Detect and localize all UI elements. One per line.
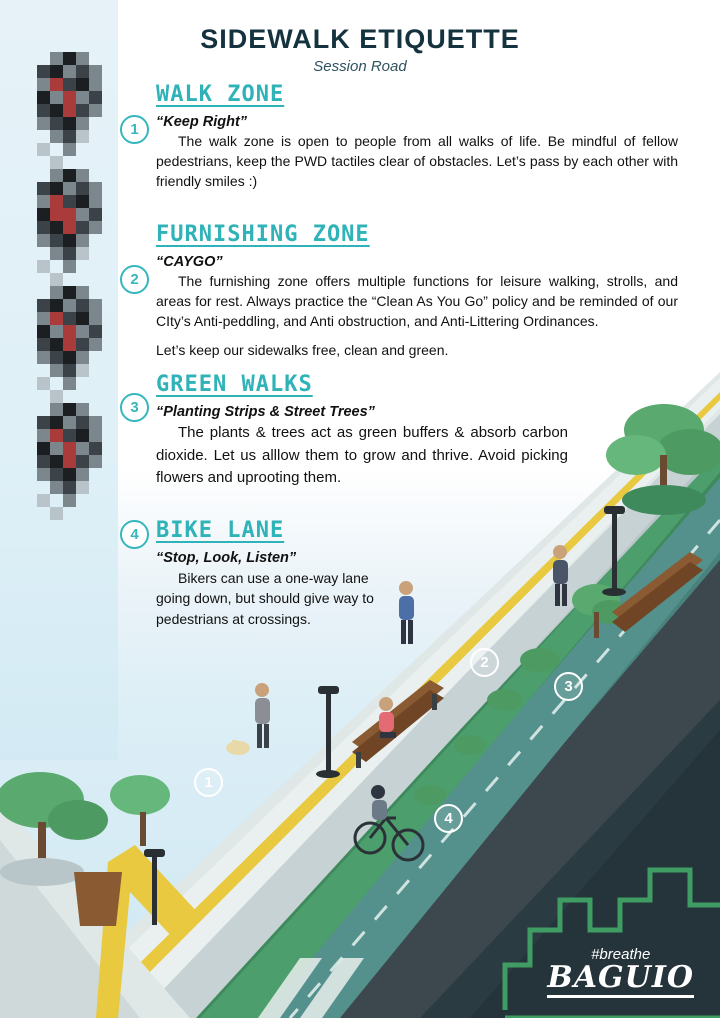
pixel-cell — [50, 143, 63, 156]
section-walk-zone — [156, 82, 678, 192]
pixel-cell — [89, 351, 102, 364]
section-badge-1: 1 — [120, 115, 149, 144]
pixel-cell — [76, 195, 89, 208]
pixel-row — [24, 299, 102, 312]
pixel-cell — [76, 442, 89, 455]
section-furnishing-zone — [156, 222, 678, 361]
pixel-cell — [50, 195, 63, 208]
pixel-cell — [76, 468, 89, 481]
pixel-cell — [63, 429, 76, 442]
pixel-row — [24, 156, 102, 169]
pixel-cell — [50, 182, 63, 195]
logo-wordmark: BAGUIO — [547, 960, 694, 995]
pixel-row — [24, 169, 102, 182]
pixel-cell — [50, 455, 63, 468]
pixel-cell — [24, 208, 37, 221]
pixel-cell — [76, 91, 89, 104]
pixel-row — [24, 442, 102, 455]
pixel-cell — [76, 182, 89, 195]
pixel-cell — [37, 325, 50, 338]
pixel-row — [24, 260, 102, 273]
pixel-cell — [50, 286, 63, 299]
pixel-row — [24, 494, 102, 507]
pixel-cell — [37, 364, 50, 377]
map-marker-2: 2 — [470, 648, 499, 677]
pixel-row — [24, 117, 102, 130]
pixel-row — [24, 78, 102, 91]
pixel-cell — [37, 234, 50, 247]
pixel-cell — [37, 273, 50, 286]
pixel-cell — [76, 169, 89, 182]
pixel-cell — [89, 221, 102, 234]
pixel-cell — [89, 507, 102, 520]
pixel-cell — [24, 91, 37, 104]
page-subtitle: Session Road — [313, 58, 407, 75]
section-quote-3: “Planting Strips & Street Trees” — [156, 404, 375, 420]
pixel-cell — [24, 286, 37, 299]
pixel-cell — [24, 325, 37, 338]
pixel-cell — [63, 117, 76, 130]
pixel-row — [24, 338, 102, 351]
pixel-cell — [37, 494, 50, 507]
pixel-cell — [37, 299, 50, 312]
pixel-cell — [50, 481, 63, 494]
pixel-row — [24, 195, 102, 208]
pixel-cell — [63, 455, 76, 468]
pixel-cell — [24, 143, 37, 156]
logo-underline — [547, 995, 694, 998]
pixel-cell — [63, 286, 76, 299]
pixel-row — [24, 403, 102, 416]
pixel-cell — [76, 364, 89, 377]
pixel-cell — [89, 377, 102, 390]
pixel-cell — [37, 247, 50, 260]
pixel-row — [24, 182, 102, 195]
pixel-row — [24, 312, 102, 325]
pixel-cell — [76, 325, 89, 338]
pixel-cell — [24, 247, 37, 260]
pixel-row — [24, 143, 102, 156]
pixel-row — [24, 208, 102, 221]
pixel-cell — [37, 481, 50, 494]
pixel-row — [24, 416, 102, 429]
pixel-cell — [24, 377, 37, 390]
map-marker-1: 1 — [194, 768, 223, 797]
pixel-strip — [24, 52, 102, 520]
pixel-cell — [24, 117, 37, 130]
pixel-cell — [37, 169, 50, 182]
pixel-row — [24, 325, 102, 338]
pixel-cell — [37, 221, 50, 234]
pixel-row — [24, 377, 102, 390]
pixel-cell — [89, 455, 102, 468]
pixel-cell — [89, 468, 102, 481]
pixel-row — [24, 468, 102, 481]
pixel-cell — [50, 507, 63, 520]
pixel-cell — [50, 351, 63, 364]
pixel-cell — [37, 130, 50, 143]
pixel-cell — [76, 455, 89, 468]
pixel-cell — [24, 455, 37, 468]
pixel-cell — [63, 481, 76, 494]
pixel-cell — [50, 156, 63, 169]
pixel-row — [24, 234, 102, 247]
pixel-cell — [89, 286, 102, 299]
pixel-cell — [89, 338, 102, 351]
pixel-cell — [76, 130, 89, 143]
section-body-4: Bikers can use a one-way lane going down, but should give way to pedestrians at crossings. — [156, 570, 374, 627]
pixel-cell — [76, 234, 89, 247]
pixel-cell — [89, 429, 102, 442]
pixel-cell — [24, 468, 37, 481]
section-quote-4: “Stop, Look, Listen” — [156, 550, 297, 566]
pixel-cell — [50, 377, 63, 390]
pixel-cell — [76, 481, 89, 494]
pixel-cell — [63, 247, 76, 260]
page-title: SIDEWALK ETIQUETTE — [200, 24, 520, 54]
pixel-cell — [24, 299, 37, 312]
pixel-cell — [76, 260, 89, 273]
pixel-cell — [37, 338, 50, 351]
pixel-cell — [24, 169, 37, 182]
pixel-cell — [63, 104, 76, 117]
pixel-row — [24, 429, 102, 442]
pixel-cell — [89, 91, 102, 104]
pixel-cell — [37, 390, 50, 403]
pixel-cell — [89, 390, 102, 403]
pixel-cell — [63, 338, 76, 351]
pixel-cell — [89, 182, 102, 195]
pixel-cell — [24, 507, 37, 520]
pixel-cell — [24, 481, 37, 494]
pixel-cell — [37, 351, 50, 364]
pixel-cell — [76, 208, 89, 221]
pixel-cell — [24, 442, 37, 455]
pixel-cell — [24, 182, 37, 195]
pixel-cell — [50, 403, 63, 416]
pixel-cell — [63, 143, 76, 156]
pixel-cell — [63, 494, 76, 507]
pixel-row — [24, 455, 102, 468]
pixel-cell — [50, 299, 63, 312]
pixel-cell — [24, 351, 37, 364]
pixel-cell — [76, 286, 89, 299]
section-body2-2: Let’s keep our sidewalks free, clean and green. — [156, 341, 449, 358]
section-heading-3: GREEN WALKS — [156, 372, 313, 397]
pixel-cell — [89, 117, 102, 130]
pixel-cell — [76, 416, 89, 429]
pixel-cell — [76, 273, 89, 286]
pixel-cell — [63, 442, 76, 455]
pixel-cell — [76, 312, 89, 325]
pixel-cell — [63, 390, 76, 403]
pixel-cell — [50, 338, 63, 351]
pixel-cell — [50, 260, 63, 273]
pixel-cell — [89, 143, 102, 156]
pixel-cell — [37, 377, 50, 390]
pixel-cell — [24, 104, 37, 117]
pixel-cell — [89, 364, 102, 377]
pixel-cell — [50, 247, 63, 260]
pixel-cell — [37, 117, 50, 130]
pixel-cell — [37, 507, 50, 520]
pixel-cell — [76, 156, 89, 169]
pixel-cell — [50, 390, 63, 403]
pixel-cell — [37, 429, 50, 442]
pixel-cell — [50, 364, 63, 377]
pixel-cell — [63, 78, 76, 91]
pixel-cell — [89, 78, 102, 91]
pixel-cell — [24, 221, 37, 234]
pixel-cell — [63, 221, 76, 234]
pixel-cell — [89, 260, 102, 273]
pixel-cell — [24, 338, 37, 351]
pixel-cell — [89, 195, 102, 208]
pixel-cell — [63, 468, 76, 481]
pixel-cell — [89, 494, 102, 507]
pixel-cell — [50, 130, 63, 143]
pixel-cell — [89, 312, 102, 325]
pixel-cell — [89, 156, 102, 169]
pixel-cell — [89, 234, 102, 247]
logo-hashtag: #breathe — [591, 946, 651, 963]
pixel-cell — [63, 208, 76, 221]
pixel-cell — [89, 208, 102, 221]
pixel-cell — [63, 91, 76, 104]
pixel-cell — [50, 325, 63, 338]
pixel-cell — [24, 234, 37, 247]
pixel-cell — [24, 195, 37, 208]
pixel-row — [24, 130, 102, 143]
pixel-cell — [50, 208, 63, 221]
pixel-cell — [63, 182, 76, 195]
pixel-cell — [50, 117, 63, 130]
pixel-cell — [76, 377, 89, 390]
pixel-cell — [63, 156, 76, 169]
section-body-3: The plants & trees act as green buffers & absorb carbon dioxide. Let us alllow them to grow and thrive. Avoid picking flowers and uprooting them. — [156, 424, 568, 486]
pixel-cell — [76, 403, 89, 416]
pixel-cell — [89, 403, 102, 416]
pixel-cell — [76, 429, 89, 442]
pixel-cell — [89, 104, 102, 117]
pixel-row — [24, 286, 102, 299]
pixel-cell — [63, 364, 76, 377]
map-marker-4: 4 — [434, 804, 463, 833]
pixel-cell — [37, 104, 50, 117]
map-marker-3: 3 — [554, 672, 583, 701]
pixel-cell — [76, 494, 89, 507]
pixel-cell — [50, 221, 63, 234]
pixel-cell — [37, 182, 50, 195]
pixel-cell — [50, 429, 63, 442]
pixel-cell — [24, 273, 37, 286]
section-heading-2: FURNISHING ZONE — [156, 222, 370, 247]
section-bike-lane — [156, 518, 386, 629]
pixel-cell — [63, 260, 76, 273]
pixel-cell — [24, 156, 37, 169]
pixel-cell — [24, 403, 37, 416]
pixel-row — [24, 91, 102, 104]
pixel-cell — [76, 78, 89, 91]
pixel-cell — [63, 507, 76, 520]
pixel-row — [24, 104, 102, 117]
pixel-row — [24, 390, 102, 403]
pixel-cell — [63, 312, 76, 325]
pixel-cell — [24, 416, 37, 429]
pixel-cell — [76, 247, 89, 260]
pixel-cell — [50, 468, 63, 481]
pixel-cell — [37, 143, 50, 156]
pixel-cell — [37, 286, 50, 299]
pixel-cell — [76, 143, 89, 156]
pixel-cell — [24, 364, 37, 377]
pixel-cell — [37, 208, 50, 221]
pixel-cell — [37, 312, 50, 325]
pixel-cell — [50, 416, 63, 429]
pixel-cell — [50, 91, 63, 104]
pixel-cell — [37, 442, 50, 455]
logo — [547, 946, 694, 998]
pixel-cell — [50, 273, 63, 286]
pixel-cell — [76, 507, 89, 520]
pixel-cell — [37, 403, 50, 416]
pixel-cell — [50, 494, 63, 507]
pixel-cell — [76, 221, 89, 234]
pixel-cell — [50, 234, 63, 247]
pixel-cell — [24, 494, 37, 507]
pixel-cell — [89, 416, 102, 429]
pixel-cell — [89, 325, 102, 338]
pixel-row — [24, 247, 102, 260]
pixel-cell — [24, 312, 37, 325]
pixel-cell — [63, 195, 76, 208]
pixel-cell — [50, 78, 63, 91]
section-body-1: The walk zone is open to people from all walks of life. Be mindful of fellow pedestrians, keep the PWD tactiles clear of obstacles. Let’s pass by each other with friendly smiles :) — [156, 133, 678, 189]
section-badge-3: 3 — [120, 393, 149, 422]
section-badge-4: 4 — [120, 520, 149, 549]
pixel-cell — [63, 377, 76, 390]
section-green-walks — [156, 372, 568, 490]
pixel-cell — [76, 338, 89, 351]
pixel-cell — [63, 403, 76, 416]
section-quote-2: “CAYGO” — [156, 254, 223, 270]
pixel-cell — [50, 442, 63, 455]
pixel-row — [24, 273, 102, 286]
pixel-cell — [24, 429, 37, 442]
pixel-cell — [89, 169, 102, 182]
pixel-row — [24, 507, 102, 520]
pixel-cell — [24, 390, 37, 403]
pixel-cell — [76, 117, 89, 130]
pixel-cell — [63, 130, 76, 143]
pixel-cell — [89, 247, 102, 260]
pixel-cell — [89, 442, 102, 455]
pixel-cell — [37, 91, 50, 104]
pixel-cell — [37, 468, 50, 481]
pixel-cell — [89, 273, 102, 286]
pixel-cell — [89, 130, 102, 143]
pixel-cell — [76, 104, 89, 117]
pixel-cell — [37, 195, 50, 208]
pixel-cell — [76, 351, 89, 364]
pixel-row — [24, 364, 102, 377]
section-heading-4: BIKE LANE — [156, 518, 285, 543]
section-badge-2: 2 — [120, 265, 149, 294]
pixel-cell — [37, 416, 50, 429]
pixel-cell — [24, 260, 37, 273]
section-heading-1: WALK ZONE — [156, 82, 285, 107]
pixel-cell — [76, 390, 89, 403]
pixel-cell — [63, 416, 76, 429]
pixel-cell — [76, 299, 89, 312]
section-body-2: The furnishing zone offers multiple functions for leisure walking, strolls, and areas for rest. Always practice the “Clean As You Go” policy and be reminded of our CIty’s Anti-peddling, and Anti obstruction, and Anti-Littering Ordinances. — [156, 273, 678, 329]
pixel-cell — [50, 312, 63, 325]
pixel-cell — [50, 104, 63, 117]
pixel-cell — [50, 169, 63, 182]
section-quote-1: “Keep Right” — [156, 114, 248, 130]
pixel-cell — [63, 351, 76, 364]
pixel-cell — [89, 481, 102, 494]
pixel-row — [24, 481, 102, 494]
pixel-cell — [63, 234, 76, 247]
pixel-cell — [37, 156, 50, 169]
pixel-cell — [37, 260, 50, 273]
pixel-row — [24, 221, 102, 234]
pixel-cell — [63, 325, 76, 338]
pixel-cell — [89, 299, 102, 312]
pixel-row — [24, 351, 102, 364]
pixel-cell — [63, 299, 76, 312]
pixel-cell — [24, 130, 37, 143]
pixel-cell — [37, 78, 50, 91]
pixel-cell — [37, 455, 50, 468]
pixel-cell — [63, 273, 76, 286]
pixel-cell — [63, 169, 76, 182]
pixel-cell — [24, 78, 37, 91]
